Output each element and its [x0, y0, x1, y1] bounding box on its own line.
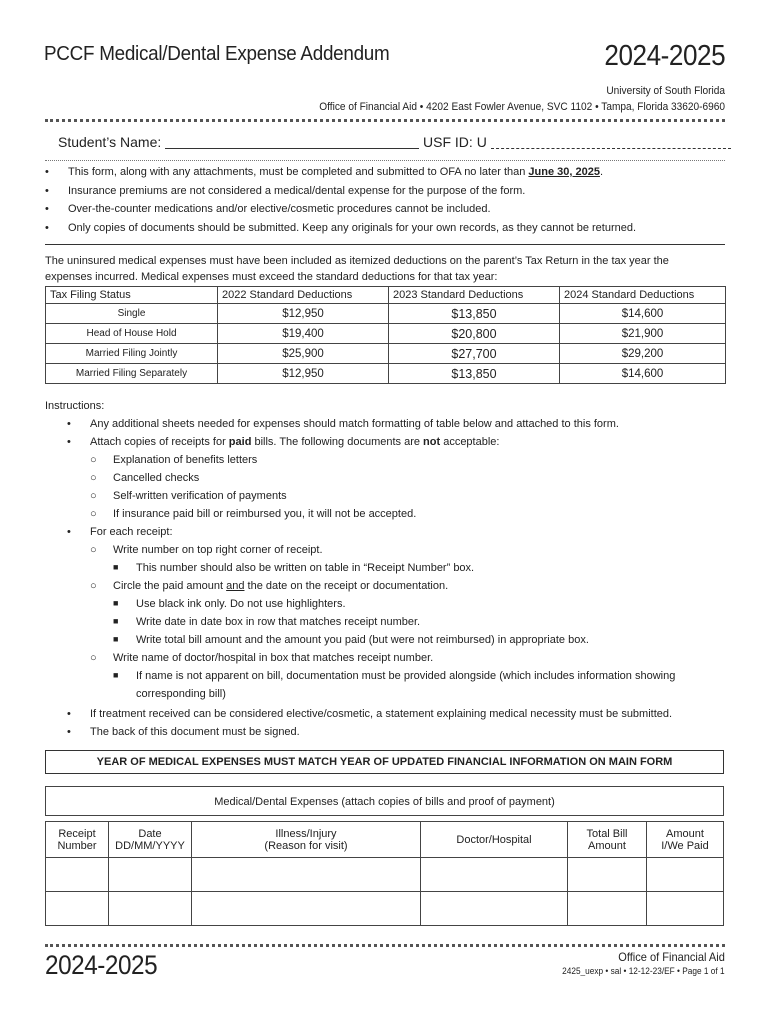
- table-row: Married Filing Jointly $25,900 $27,700 $29,200: [46, 344, 726, 364]
- amount-paid-cell[interactable]: [647, 892, 724, 926]
- instructions-heading: Instructions:: [45, 400, 105, 412]
- illness-cell[interactable]: [192, 858, 421, 892]
- total-bill-cell[interactable]: [568, 892, 647, 926]
- deadline-date: June 30, 2025: [528, 166, 600, 178]
- footer-year: 2024-2025: [45, 950, 158, 980]
- receipt-number-cell[interactable]: [46, 858, 109, 892]
- instruction-subitem: Self-written verification of payments: [113, 490, 287, 502]
- header-filing-status: Tax Filing Status: [46, 287, 218, 304]
- doctor-cell[interactable]: [421, 858, 568, 892]
- amount-paid-cell[interactable]: [647, 858, 724, 892]
- award-year: 2024-2025: [604, 40, 725, 72]
- footer-divider: [45, 944, 725, 947]
- circle-bullet-icon: ○: [90, 652, 97, 664]
- bullet-icon: •: [67, 726, 71, 738]
- usf-id-field[interactable]: [491, 134, 731, 149]
- circle-bullet-icon: ○: [90, 508, 97, 520]
- illness-cell[interactable]: [192, 892, 421, 926]
- deduction-explanation: The uninsured medical expenses must have been included as itemized deductions on the parent’s Tax Return in the tax year the expenses incurred. Medical expenses must exceed the standard deductions for that tax year:: [45, 255, 669, 283]
- notice-item: • Over-the-counter medications and/or elective/cosmetic procedures cannot be included.: [45, 203, 725, 222]
- instruction-subitem: Cancelled checks: [113, 472, 200, 484]
- table-header-row: [46, 287, 726, 304]
- year-match-banner: YEAR OF MEDICAL EXPENSES MUST MATCH YEAR OF UPDATED FINANCIAL INFORMATION ON MAIN FORM: [45, 750, 724, 774]
- instruction-subitem: Circle the paid amount and the date on the receipt or documentation.: [113, 580, 449, 592]
- col-illness: Illness/Injury (Reason for visit): [192, 822, 421, 858]
- square-bullet-icon: ■: [113, 634, 119, 644]
- table-row: Married Filing Separately $12,950 $13,850 $14,600: [46, 364, 726, 384]
- circle-bullet-icon: ○: [90, 472, 97, 484]
- bullet-icon: •: [67, 526, 71, 538]
- instruction-subsubitem: Write date in date box in row that matches receipt number.: [136, 616, 421, 628]
- bullet-icon: •: [67, 436, 71, 448]
- section-rule: [45, 244, 725, 245]
- col-receipt-number: Receipt Number: [46, 822, 109, 858]
- receipt-number-cell[interactable]: [46, 892, 109, 926]
- expenses-section: [45, 786, 724, 926]
- bullet-icon: •: [67, 418, 71, 430]
- instruction-subitem: Write name of doctor/hospital in box that matches receipt number.: [113, 652, 434, 664]
- square-bullet-icon: ■: [113, 616, 119, 626]
- notice-item: • Only copies of documents should be submitted. Keep any originals for your own records, as they cannot be returned.: [45, 222, 725, 241]
- instruction-subsubitem: Use black ink only. Do not use highlighters.: [136, 598, 346, 610]
- table-row: Single $12,950 $13,850 $14,600: [46, 304, 726, 324]
- doctor-cell[interactable]: [421, 892, 568, 926]
- instruction-subsubitem: This number should also be written on table in “Receipt Number” box.: [136, 562, 475, 574]
- date-cell[interactable]: [109, 892, 192, 926]
- student-name-field[interactable]: [165, 134, 419, 149]
- student-info-line: [58, 134, 731, 150]
- circle-bullet-icon: ○: [90, 580, 97, 592]
- table-row: [46, 858, 724, 892]
- standard-deductions-table: [45, 286, 726, 384]
- footer-office: Office of Financial Aid: [618, 950, 725, 964]
- header-2022: 2022 Standard Deductions: [218, 287, 389, 304]
- instruction-item: Attach copies of receipts for paid bills. The following documents are not acceptable:: [90, 436, 500, 448]
- square-bullet-icon: ■: [113, 670, 119, 680]
- header-2024: 2024 Standard Deductions: [560, 287, 726, 304]
- expenses-header-row: [46, 822, 724, 858]
- notice-list: [45, 166, 725, 240]
- expenses-table: [45, 821, 724, 926]
- usf-id-label: USF ID: U: [423, 134, 487, 150]
- bullet-icon: •: [67, 708, 71, 720]
- footer-form-code: 2425_uexp • sal • 12-12-23/EF • Page 1 of 1: [562, 966, 725, 976]
- student-divider: [45, 160, 725, 161]
- circle-bullet-icon: ○: [90, 454, 97, 466]
- square-bullet-icon: ■: [113, 598, 119, 608]
- instruction-subsubitem: If name is not apparent on bill, documentation must be provided alongside (which includes information showing: [136, 670, 676, 682]
- instruction-subitem: Explanation of benefits letters: [113, 454, 258, 466]
- header-2023: 2023 Standard Deductions: [389, 287, 560, 304]
- total-bill-cell[interactable]: [568, 858, 647, 892]
- table-row: [46, 892, 724, 926]
- instruction-subsubitem: Write total bill amount and the amount you paid (but were not reimbursed) in appropriate box.: [136, 634, 589, 646]
- col-total-bill: Total Bill Amount: [568, 822, 647, 858]
- instruction-item: Any additional sheets needed for expenses should match formatting of table below and attached to this form.: [90, 418, 619, 430]
- notice-item: • This form, along with any attachments, must be completed and submitted to OFA no later than June 30, 2025.: [45, 166, 725, 185]
- instruction-item: The back of this document must be signed.: [90, 726, 300, 738]
- instruction-subitem: If insurance paid bill or reimbursed you, it will not be accepted.: [113, 508, 417, 520]
- col-doctor: Doctor/Hospital: [421, 822, 568, 858]
- instruction-subitem: Write number on top right corner of receipt.: [113, 544, 323, 556]
- instruction-item: If treatment received can be considered elective/cosmetic, a statement explaining medical necessity must be submitted.: [90, 708, 673, 720]
- university-name: University of South Florida: [606, 85, 725, 97]
- student-name-label: Student’s Name:: [58, 134, 162, 150]
- circle-bullet-icon: ○: [90, 490, 97, 502]
- square-bullet-icon: ■: [113, 562, 119, 572]
- date-cell[interactable]: [109, 858, 192, 892]
- col-amount-paid: Amount I/We Paid: [647, 822, 724, 858]
- expenses-caption: Medical/Dental Expenses (attach copies of bills and proof of payment): [45, 786, 724, 816]
- instruction-item: For each receipt:: [90, 526, 173, 538]
- form-title: PCCF Medical/Dental Expense Addendum: [44, 42, 390, 65]
- instruction-subsubitem-cont: corresponding bill): [136, 688, 226, 700]
- col-date: Date DD/MM/YYYY: [109, 822, 192, 858]
- office-address: Office of Financial Aid • 4202 East Fowler Avenue, SVC 1102 • Tampa, Florida 33620-6960: [319, 101, 725, 113]
- notice-item: • Insurance premiums are not considered a medical/dental expense for the purpose of the form.: [45, 185, 725, 204]
- header-divider: [45, 119, 725, 122]
- circle-bullet-icon: ○: [90, 544, 97, 556]
- table-row: Head of House Hold $19,400 $20,800 $21,900: [46, 324, 726, 344]
